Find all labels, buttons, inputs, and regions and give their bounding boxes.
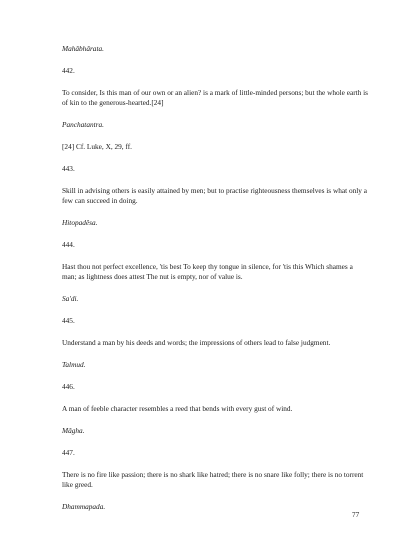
source-attribution: Mahâbhârata. bbox=[62, 44, 104, 53]
entry-number: 442. bbox=[62, 66, 75, 75]
quote-text: Understand a man by his deeds and words; the impressions of others lead to false judgment. bbox=[62, 338, 331, 347]
quote-text: A man of feeble character resembles a reed that bends with every gust of wind. bbox=[62, 404, 293, 413]
source-attribution: Sa'di. bbox=[62, 294, 79, 303]
quote-text: There is no fire like passion; there is no shark like hatred; there is no snare like folly; there is no torrent like greed. bbox=[62, 470, 364, 489]
entry-number: 447. bbox=[62, 448, 75, 457]
quote-text: Hast thou not perfect excellence, 'tis best To keep thy tongue in silence, for 'tis this Which shames a man; as lightness does attest The nut is empty, nor of value is. bbox=[62, 262, 353, 281]
footnote: [24] Cf. Luke, X, 29, ff. bbox=[62, 142, 132, 151]
quote-text: Skill in advising others is easily attained by men; but to practise righteousness themselves is what only a few can succeed in doing. bbox=[62, 186, 368, 205]
source-attribution: Panchatantra. bbox=[62, 120, 104, 129]
entry-number: 446. bbox=[62, 382, 75, 391]
source-attribution: Hitopadêsa. bbox=[62, 218, 98, 227]
entry-number: 443. bbox=[62, 164, 75, 173]
page-number: 77 bbox=[352, 510, 360, 519]
document-page bbox=[62, 44, 368, 512]
entry-number: 445. bbox=[62, 316, 75, 325]
source-attribution: Mâgha. bbox=[62, 426, 85, 435]
source-attribution: Dhammapada. bbox=[62, 502, 106, 511]
source-attribution: Talmud. bbox=[62, 360, 86, 369]
quote-text: To consider, Is this man of our own or an alien? is a mark of little-minded persons; but the whole earth is of kin to the generous-hearted.[24] bbox=[62, 88, 368, 107]
entry-number: 444. bbox=[62, 240, 75, 249]
